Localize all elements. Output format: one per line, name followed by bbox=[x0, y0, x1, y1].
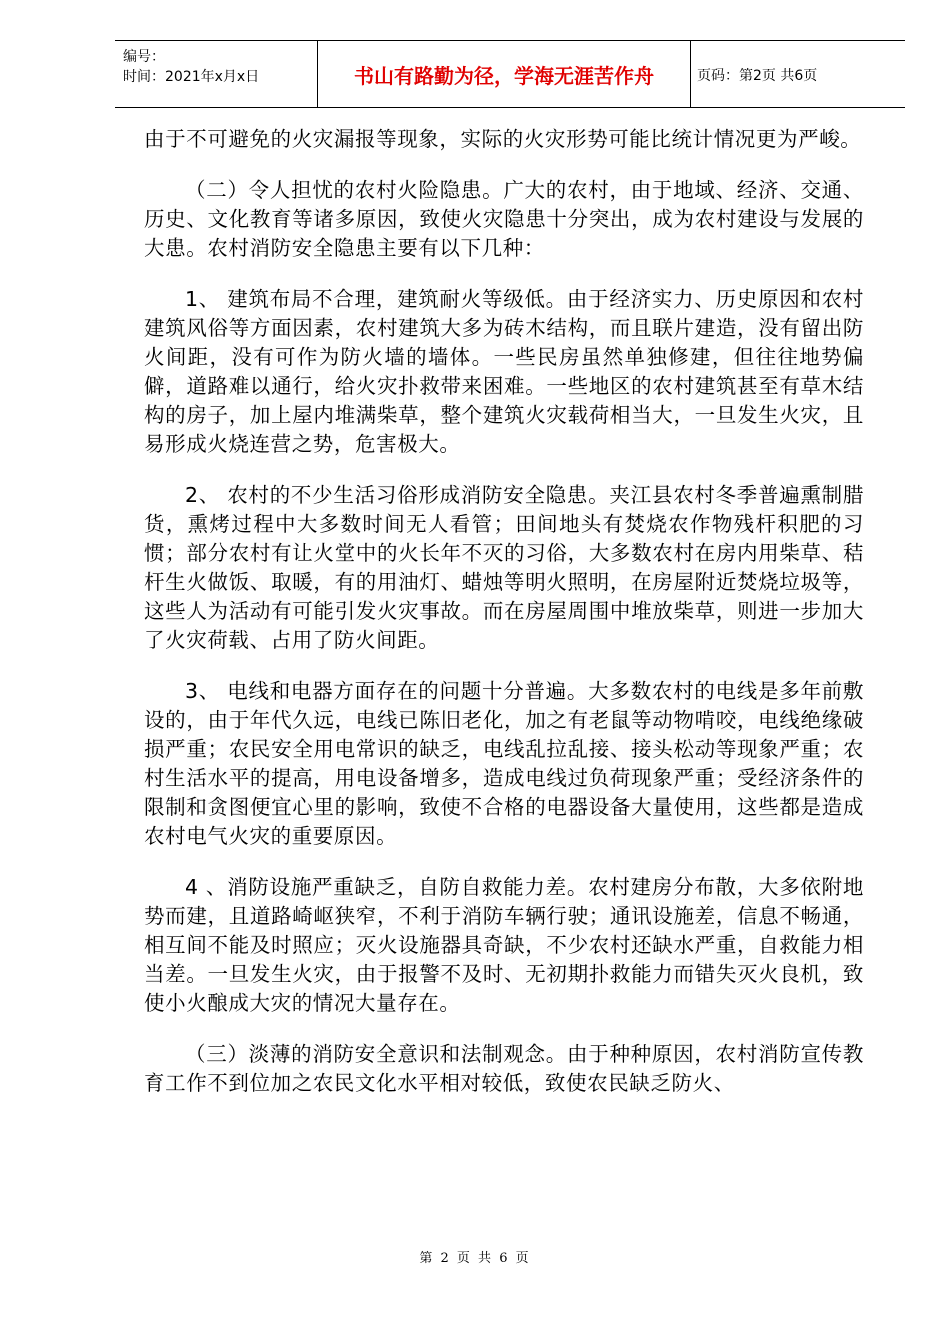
time-label: 时间：2021年x月x日 bbox=[123, 69, 260, 85]
header-meta bbox=[123, 47, 259, 87]
paragraph: 2、 农村的不少生活习俗形成消防安全隐患。夹江县农村冬季普遍熏制腊货，熏烤过程中大多数时间无人看管；田间地头有焚烧农作物残杆积肥的习惯；部分农村有让火堂中的火长年不灭的习俗，大多数农村在房内用柴草、秸杆生火做饭、取暖，有的用油灯、蜡烛等明火照明，在房屋附近焚烧垃圾等，这些人为活动有可能引发火灾事故。而在房屋周围中堆放柴草，则进一步加大了火灾荷载、占用了防火间距。 bbox=[144, 483, 864, 652]
paragraph: 3、 电线和电器方面存在的问题十分普遍。大多数农村的电线是多年前敷设的，由于年代久远，电线已陈旧老化，加之有老鼠等动物啃咬，电线绝缘破损严重；农民安全用电常识的缺乏，电线乱拉乱接、接头松动等现象严重；农村生活水平的提高，用电设备增多，造成电线过负荷现象严重；受经济条件的限制和贪图便宜心里的影响，致使不合格的电器设备大量使用，这些都是造成农村电气火灾的重要原因。 bbox=[144, 679, 864, 848]
paragraph: 由于不可避免的火灾漏报等现象，实际的火灾形势可能比统计情况更为严峻。 bbox=[144, 127, 862, 151]
page-footer: 第 2 页 共 6 页 bbox=[419, 1251, 531, 1266]
number-label: 编号： bbox=[123, 49, 165, 65]
document-header bbox=[115, 40, 905, 108]
header-page-info: 页码：第2页 共6页 bbox=[697, 68, 818, 84]
paragraph: 1、 建筑布局不合理，建筑耐火等级低。由于经济实力、历史原因和农村建筑风俗等方面因素，农村建筑大多为砖木结构，而且联片建造，没有留出防火间距，没有可作为防火墙的墙体。一些民房虽然单独修建，但往往地势偏僻，道路难以通行，给火灾扑救带来困难。一些地区的农村建筑甚至有草木结构的房子，加上屋内堆满柴草，整个建筑火灾载荷相当大，一旦发生火灾，且易形成火烧连营之势，危害极大。 bbox=[144, 287, 864, 456]
paragraph: （二）令人担忧的农村火险隐患。广大的农村，由于地域、经济、交通、历史、文化教育等诸多原因，致使火灾隐患十分突出，成为农村建设与发展的大患。农村消防安全隐患主要有以下几种： bbox=[144, 178, 864, 260]
header-motto: 书山有路勤为径，学海无涯苦作舟 bbox=[317, 41, 691, 107]
paragraph: （三）淡薄的消防安全意识和法制观念。由于种种原因，农村消防宣传教育工作不到位加之农民文化水平相对较低，致使农民缺乏防火、 bbox=[144, 1042, 864, 1095]
paragraph: 4 、消防设施严重缺乏，自防自救能力差。农村建房分布散，大多依附地势而建，且道路崎岖狭窄，不利于消防车辆行驶；通讯设施差，信息不畅通，相互间不能及时照应；灭火设施器具奇缺，不少农村还缺水严重，自救能力相当差。一旦发生火灾，由于报警不及时、无初期扑救能力而错失灭火良机，致使小火酿成大灾的情况大量存在。 bbox=[144, 875, 864, 1015]
document-body bbox=[144, 125, 864, 1098]
